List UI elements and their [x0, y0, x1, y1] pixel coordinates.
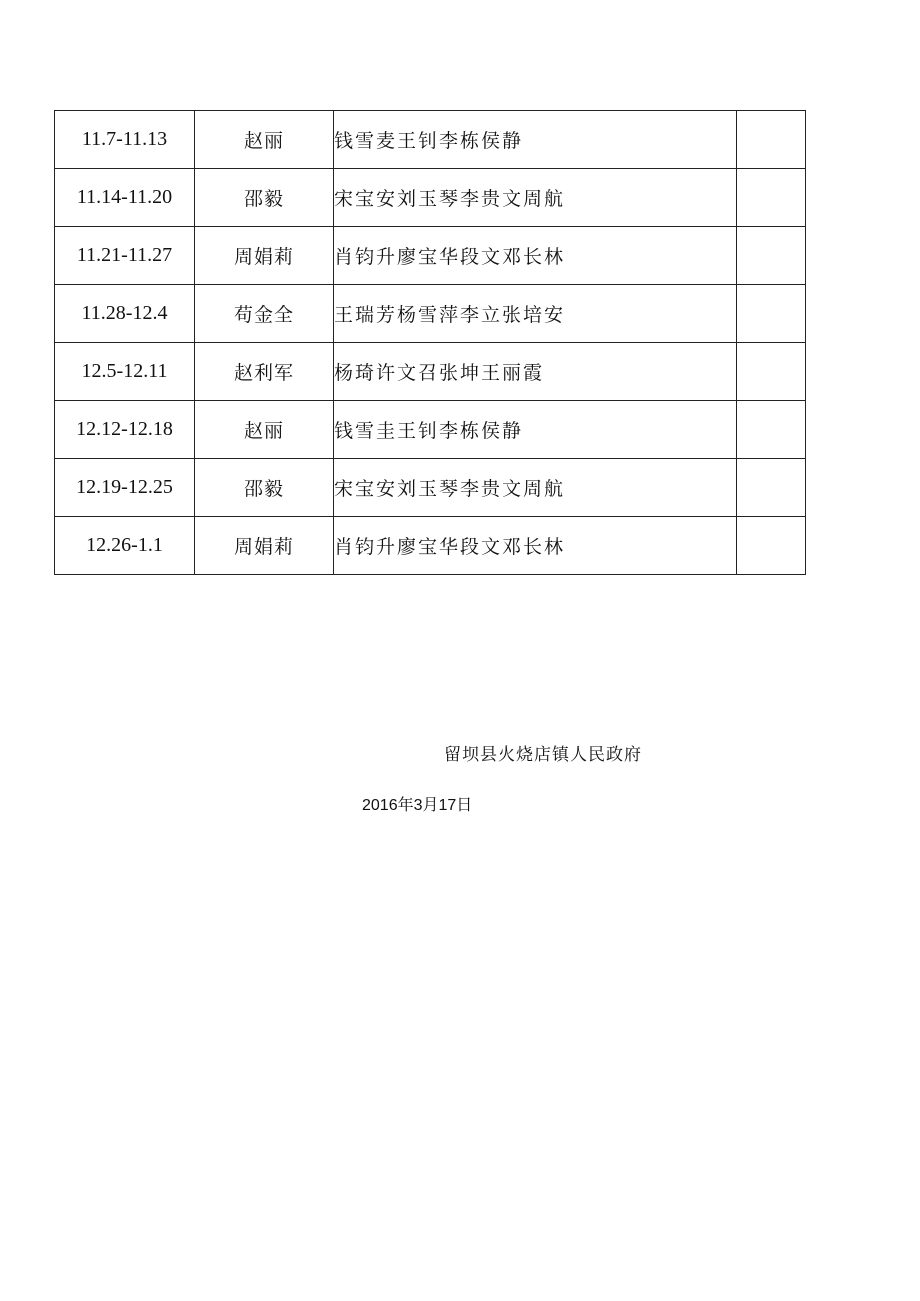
- leader-cell: 赵丽: [195, 111, 334, 169]
- leader-cell: 赵丽: [195, 401, 334, 459]
- note-cell: [737, 459, 806, 517]
- note-cell: [737, 401, 806, 459]
- staff-cell: 宋宝安刘玉琴李贵文周航: [334, 169, 737, 227]
- note-cell: [737, 111, 806, 169]
- table-row: [55, 111, 806, 169]
- leader-cell: 赵利军: [195, 343, 334, 401]
- table-row: [55, 459, 806, 517]
- note-cell: [737, 517, 806, 575]
- duty-schedule-table: [54, 110, 806, 575]
- note-cell: [737, 227, 806, 285]
- date-range-cell: 12.19-12.25: [55, 459, 195, 517]
- staff-cell: 肖钧升廖宝华段文邓长林: [334, 517, 737, 575]
- date-range-cell: 11.21-11.27: [55, 227, 195, 285]
- staff-cell: 杨琦许文召张坤王丽霞: [334, 343, 737, 401]
- note-cell: [737, 169, 806, 227]
- table-row: [55, 517, 806, 575]
- note-cell: [737, 343, 806, 401]
- leader-cell: 苟金全: [195, 285, 334, 343]
- leader-cell: 邵毅: [195, 459, 334, 517]
- staff-cell: 肖钧升廖宝华段文邓长林: [334, 227, 737, 285]
- table-row: [55, 343, 806, 401]
- date-range-cell: 12.5-12.11: [55, 343, 195, 401]
- issue-date: 2016年3月17日: [362, 797, 473, 814]
- table-row: [55, 285, 806, 343]
- issuing-organization: 留坝县火烧店镇人民政府: [444, 745, 642, 765]
- date-range-cell: 12.26-1.1: [55, 517, 195, 575]
- date-range-cell: 11.14-11.20: [55, 169, 195, 227]
- note-cell: [737, 285, 806, 343]
- table-row: [55, 169, 806, 227]
- leader-cell: 周娟莉: [195, 517, 334, 575]
- staff-cell: 王瑞芳杨雪萍李立张培安: [334, 285, 737, 343]
- date-range-cell: 12.12-12.18: [55, 401, 195, 459]
- staff-cell: 钱雪麦王钊李栋侯静: [334, 111, 737, 169]
- date-range-cell: 11.7-11.13: [55, 111, 195, 169]
- table-row: [55, 227, 806, 285]
- leader-cell: 周娟莉: [195, 227, 334, 285]
- date-range-cell: 11.28-12.4: [55, 285, 195, 343]
- table-row: [55, 401, 806, 459]
- leader-cell: 邵毅: [195, 169, 334, 227]
- staff-cell: 宋宝安刘玉琴李贵文周航: [334, 459, 737, 517]
- staff-cell: 钱雪圭王钊李栋侯静: [334, 401, 737, 459]
